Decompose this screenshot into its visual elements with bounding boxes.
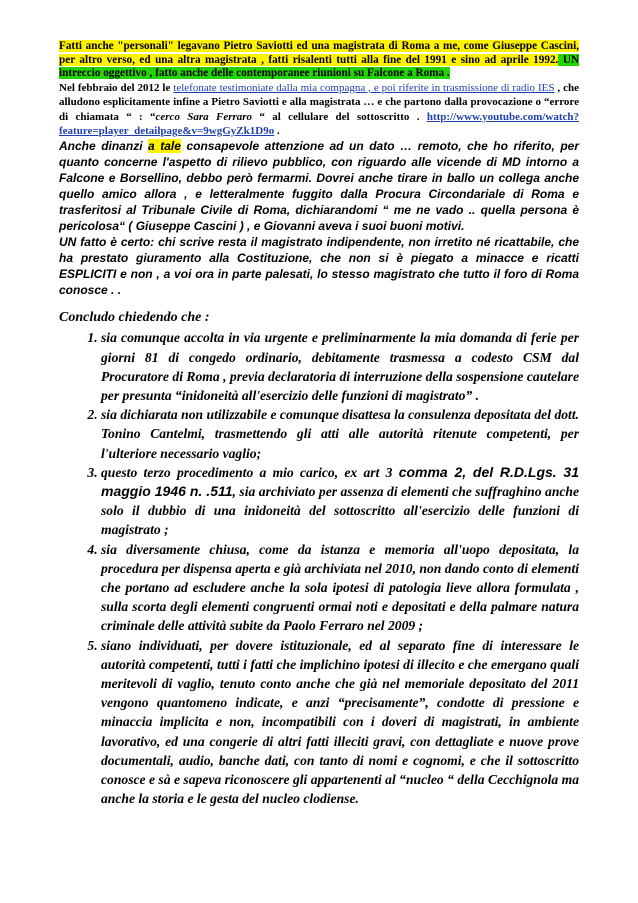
quote-text: cerco Sara Ferraro	[155, 110, 253, 123]
highlight-yellow-text: Fatti anche "personali" legavano Pietro Saviotti ed una magistrata di Roma a me, come Giuseppe Cascini, per altro verso, ed una altra magistrata , fatti risalenti tutti alla fine del 1991 e sino ad aprile 1992.	[59, 40, 579, 66]
request-item-1: 1. sia comunque accolta in via urgente e preliminarmente la mia domanda di ferie per giorni 81 di congedo ordinario, debitamente trasmessa a codesto CSM dal Procuratore di Roma , previa declaratoria di interruzione della sospensione cautelare per presunta “inidoneità all'esercizio delle funzioni di magistrato” .	[101, 328, 579, 405]
request-item-3	[101, 463, 579, 540]
requests-list	[59, 328, 579, 808]
highlight-green-text: UN intreccio oggettivo , fatto anche delle contemporanee riunioni su Falcone a Roma .	[59, 53, 579, 80]
paragraph-awareness	[59, 138, 579, 234]
text-segment: consapevole attenzione ad un dato … remoto, che ho riferito, per quanto concerne l'aspetto di rilievo pubblico, con riguardo alle vicende di MD intorno a Falcone e Borsellino, debbo però fermarmi. Dovrei anche tirare in ballo un collega anche quello amico allora , e letteralmente fuggito dalla Procura Circondariale di Roma e trasferitosi al Tribunale Civile di Roma, dichiarandomi “ me ne vado .. quella persona è pericolosa“ ( Giuseppe Cascini ) , e Giovanni aveva i suoi buoni motivi.	[59, 139, 579, 234]
text-segment: .	[274, 125, 280, 137]
text-segment: Nel febbraio del 2012 le	[59, 81, 174, 94]
text-segment: questo terzo procedimento a mio carico, ex art 3	[101, 464, 399, 480]
paragraph-telephone-calls	[59, 81, 579, 139]
request-item-2: 2. sia dichiarata non utilizzabile e comunque disattesa la consulenza depositata del dott. Tonino Cantelmi, trasmettendo gli atti alle autorità ritenute competenti, per l'ulteriore necessario vaglio;	[101, 405, 579, 463]
text-segment: , sia archiviato per assenza di elementi che suffraghino anche solo il dubbio di una inidoneità del sottoscritto all'esercizio delle funzioni di magistrato ;	[101, 484, 580, 538]
text-segment: “ al cellulare del sottoscritto .	[252, 110, 427, 123]
text-segment: Anche dinanzi	[59, 139, 149, 154]
paragraph-certain-fact: UN fatto è certo: chi scrive resta il magistrato indipendente, non irretito né ricattabile, che ha prestato giuramento alla Costituzione, che non si è piegato a minacce e ricatti ESPLICITI e non , a voi ora in parte palesati, lo stesso magistrato che tutto il foro di Roma conosce . .	[59, 235, 579, 298]
document-page	[59, 40, 579, 808]
request-item-5: 5. siano individuati, per dovere istituzionale, ed al separato fine di interessare le autorità competenti, tutti i fatti che implichino ipotesi di illecito e che emergano quali meritevoli di vaglio, tenuto conto anche che già nel memoriale depositato del 2011 vengono quantomeno indicate, e anzi “precisamente”, condotte di pressione e minaccia implicita e non, incompatibili con i doveri di magistrati, in ambiente lavorativo, ed una congerie di altri fatti illeciti gravi, con dettagliate e nuove prove documentali, audio, banche dati, con tanto di nomi e cognomi, e che il sottoscritto conosce e sà e sapeva riconoscere gli appartenenti al “nucleo “ della Cecchignola ma anche la storia e le gesta del nucleo clodiense.	[101, 636, 579, 809]
link-youtube[interactable]: http://www.youtube.com/watch?feature=player_detailpage&v=9wgGyZk1D9o	[59, 110, 580, 137]
request-item-4: 4. sia diversamente chiusa, come da istanza e memoria all'uopo depositata, la procedura per dispensa aperta e già archiviata nel 2010, non dando conto di elementi che portano ad escludere anche la sola ipotesi di patologia lieve allora formulata , sulla scorta degli elementi congruenti ormai noti e depositati e della palmare natura criminale delle attività subite da Paolo Ferraro nel 2009 ;	[101, 540, 579, 636]
text-segment: , che alludono esplicitamente infine a Pietro Saviotti e alla magistrata … e che partono dalla provocazione o “errore di chiamata “ : “	[59, 81, 579, 123]
law-reference: comma 2, del R.D.Lgs. 31 maggio 1946 n. .511	[101, 463, 579, 500]
paragraph-personal-facts	[59, 40, 579, 81]
conclusion-heading: Concludo chiedendo che :	[59, 310, 210, 326]
link-telefonate[interactable]: telefonate testimoniate dalla mia compagna , e poi riferite in trasmissione di radio IES	[173, 81, 555, 94]
highlight-a-tale: a tale	[148, 139, 181, 154]
